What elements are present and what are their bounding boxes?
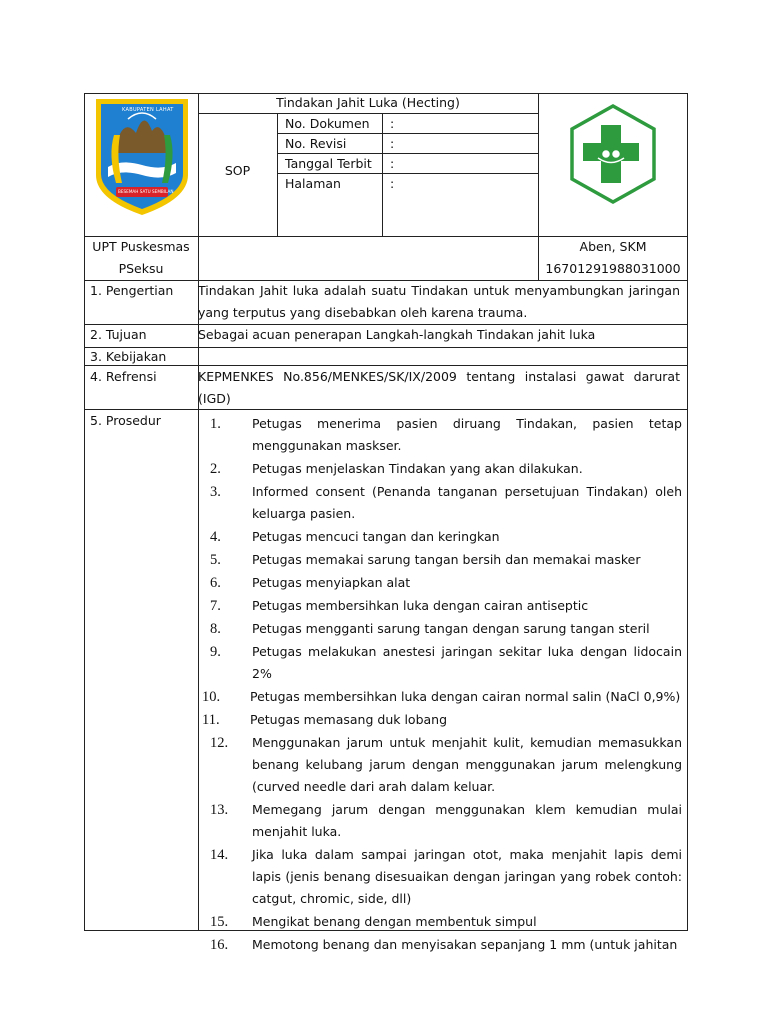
step-number: 1. xyxy=(210,416,221,432)
step-text: Petugas menyiapkan alat xyxy=(252,575,411,590)
signer-name: Aben, SKM xyxy=(579,239,647,254)
puskesmas-logo-icon xyxy=(568,103,658,205)
step-text: Petugas menjelaskan Tindakan yang akan dilakukan. xyxy=(252,461,583,476)
border-right xyxy=(687,93,688,931)
step-number: 4. xyxy=(210,529,221,545)
divider-sop xyxy=(277,113,278,236)
step-number: 2. xyxy=(210,461,221,477)
step-text: Petugas mengganti sarung tangan dengan sarung tangan steril xyxy=(252,621,650,636)
title-underline xyxy=(198,113,538,114)
row-line-header xyxy=(84,236,688,237)
step-number: 6. xyxy=(210,575,221,591)
document-title: Tindakan Jahit Luka (Hecting) xyxy=(276,95,460,110)
step-text: Memotong benang dan menyisakan sepanjang 1 mm (untuk jahitan xyxy=(252,937,678,952)
signer-id: 16701291988031000 xyxy=(545,261,681,276)
list-item xyxy=(198,618,682,640)
step-text: Petugas memasang duk lobang xyxy=(250,712,448,727)
list-item xyxy=(198,526,682,548)
label-tujuan: 2. Tujuan xyxy=(90,327,147,342)
list-item xyxy=(198,549,682,571)
step-text: Petugas mencuci tangan dan keringkan xyxy=(252,529,500,544)
field-line-3 xyxy=(277,173,538,174)
field-value-no-revisi: : xyxy=(390,136,395,151)
step-text: Menggunakan jarum untuk menjahit kulit, kemudian memasukkan benang kelubang jarum dengan menggunakan jarum melengkung (curved needle dari arah dalam keluar. xyxy=(252,735,682,794)
list-item xyxy=(198,934,682,956)
step-text: Petugas melakukan anestesi jaringan sekitar luka dengan lidocain 2% xyxy=(252,644,682,681)
step-text: Memegang jarum dengan menggunakan klem kemudian mulai menjahit luka. xyxy=(252,802,682,839)
step-number: 10. xyxy=(202,689,221,705)
step-number: 8. xyxy=(210,621,221,637)
step-text: Petugas menerima pasien diruang Tindakan, pasien tetap menggunakan maskser. xyxy=(252,416,682,453)
list-item xyxy=(198,799,682,843)
text-tujuan: Sebagai acuan penerapan Langkah-langkah Tindakan jahit luka xyxy=(198,327,596,342)
step-number: 3. xyxy=(210,484,221,500)
step-text: Petugas membersihkan luka dengan cairan antiseptic xyxy=(252,598,589,613)
sop-document xyxy=(84,93,688,953)
list-item xyxy=(198,686,682,708)
field-value-no-dokumen: : xyxy=(390,116,395,131)
label-kebijakan: 3. Kebijakan xyxy=(90,349,167,364)
step-number: 12. xyxy=(210,735,229,751)
org-name-line2: PSeksu xyxy=(118,261,164,276)
list-item xyxy=(198,844,682,910)
list-item xyxy=(198,595,682,617)
list-item xyxy=(198,732,682,798)
field-value-tanggal-terbit: : xyxy=(390,156,395,171)
kabupaten-lahat-logo-icon xyxy=(92,95,192,217)
border-top xyxy=(84,93,688,94)
step-number: 14. xyxy=(210,847,229,863)
field-value-halaman: : xyxy=(390,176,395,191)
step-text: Mengikat benang dengan membentuk simpul xyxy=(252,914,537,929)
step-number: 9. xyxy=(210,644,221,660)
label-pengertian: 1. Pengertian xyxy=(90,283,174,298)
label-prosedur: 5. Prosedur xyxy=(90,413,161,428)
list-item xyxy=(198,481,682,525)
field-label-no-dokumen: No. Dokumen xyxy=(285,116,370,131)
step-number: 11. xyxy=(202,712,220,728)
org-name-line1: UPT Puskesmas xyxy=(92,239,190,254)
label-refrensi: 4. Refrensi xyxy=(90,369,157,384)
field-line-2 xyxy=(277,153,538,154)
row-line-tujuan xyxy=(84,347,688,348)
list-item xyxy=(198,572,682,594)
border-left xyxy=(84,93,85,931)
text-refrensi: KEPMENKES No.856/MENKES/SK/IX/2009 tentang instalasi gawat darurat (IGD) xyxy=(198,369,680,406)
row-line-pengertian xyxy=(84,324,688,325)
list-item xyxy=(198,911,682,933)
list-item xyxy=(198,458,682,480)
list-item xyxy=(198,413,682,457)
step-number: 16. xyxy=(210,937,229,953)
logo-text-top: KABUPATEN LAHAT xyxy=(122,107,174,113)
step-number: 7. xyxy=(210,598,221,614)
procedure-steps xyxy=(198,413,682,957)
list-item xyxy=(198,641,682,685)
field-label-halaman: Halaman xyxy=(285,176,341,191)
step-number: 15. xyxy=(210,914,229,930)
field-label-no-revisi: No. Revisi xyxy=(285,136,347,151)
step-text: Petugas memakai sarung tangan bersih dan memakai masker xyxy=(252,552,641,567)
step-number: 13. xyxy=(210,802,229,818)
text-pengertian: Tindakan Jahit luka adalah suatu Tindakan untuk menyambungkan jaringan yang terputus yang disebabkan oleh karena trauma. xyxy=(198,283,680,320)
step-text: Jika luka dalam sampai jaringan otot, maka menjahit lapis demi lapis (jenis benang disesuaikan dengan jaringan yang robek contoh: catgut, chromic, side, dll) xyxy=(252,847,682,906)
sop-label: SOP xyxy=(224,163,251,178)
step-text: Informed consent (Penanda tanganan persetujuan Tindakan) oleh keluarga pasien. xyxy=(252,484,682,521)
step-text: Petugas membersihkan luka dengan cairan normal salin (NaCl 0,9%) xyxy=(250,689,681,704)
list-item xyxy=(198,709,682,731)
field-line-1 xyxy=(277,133,538,134)
field-label-tanggal-terbit: Tanggal Terbit xyxy=(285,156,372,171)
logo-text-bottom: BESEMAH SATU SEMBILAN xyxy=(118,189,174,194)
step-number: 5. xyxy=(210,552,221,568)
divider-fields xyxy=(382,113,383,236)
